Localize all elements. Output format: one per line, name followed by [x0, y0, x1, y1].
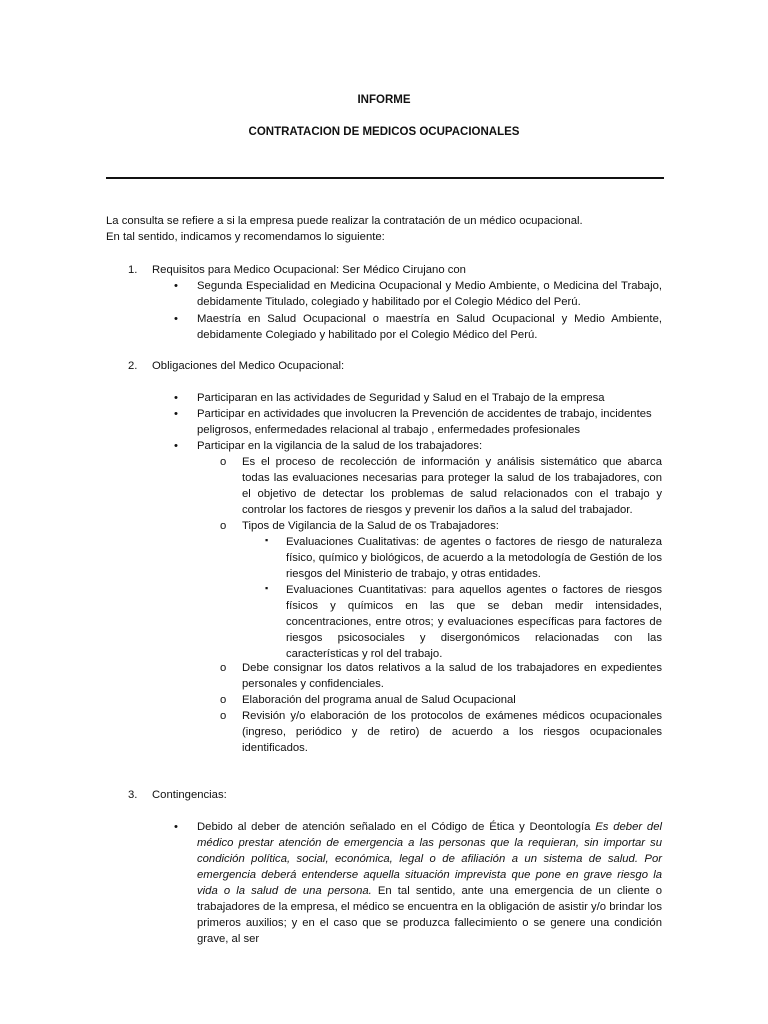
bullet-marker: •: [174, 821, 178, 833]
vigilancia-subitem: Tipos de Vigilancia de la Salud de os Trabajadores:: [242, 520, 499, 532]
circle-marker: o: [220, 520, 227, 532]
intro-paragraph: [106, 213, 666, 245]
document-subtitle: CONTRATACION DE MEDICOS OCUPACIONALES: [248, 126, 520, 138]
square-marker: ▪: [265, 535, 269, 545]
vigilancia-subitem: Elaboración del programa anual de Salud Ocupacional: [242, 694, 516, 706]
circle-marker: o: [220, 710, 227, 722]
section-1-heading: Requisitos para Medico Ocupacional: Ser Médico Cirujano con: [152, 264, 466, 276]
contingencias-text: En tal sentido, ante una emergencia de un cliente o trabajadores de la empresa, el médico se encuentra en la obligación de asistir y/o brindar los primeros auxilios; y en el caso que se produzca fallecimiento o se genere una condición grave, al ser: [197, 885, 663, 945]
document-title: INFORME: [357, 94, 411, 106]
bullet-marker: •: [174, 440, 178, 452]
intro-line: En tal sentido, indicamos y recomendamos lo siguiente:: [106, 231, 385, 243]
circle-marker: o: [220, 662, 227, 674]
section-3-number: 3.: [128, 789, 138, 801]
square-marker: ▪: [265, 583, 269, 593]
contingencias-text: Debido al deber de atención señalado en el Código de Ética y Deontología: [197, 821, 596, 833]
section-1-number: 1.: [128, 264, 138, 276]
section-3-heading: Contingencias:: [152, 789, 227, 801]
circle-marker: o: [220, 456, 227, 468]
vigilancia-subitem: Debe consignar los datos relativos a la salud de los trabajadores en expedientes personales y confidenciales.: [242, 662, 662, 690]
section-1-item: Segunda Especialidad en Medicina Ocupacional y Medio Ambiente, o Medicina del Trabajo, debidamente Titulado, colegiado y habilitado por el Colegio Médico del Perú.: [197, 280, 662, 308]
circle-marker: o: [220, 694, 227, 706]
bullet-marker: •: [174, 408, 178, 420]
section-2-number: 2.: [128, 360, 138, 372]
intro-line: La consulta se refiere a si la empresa puede realizar la contratación de un médico ocupacional.: [106, 215, 583, 227]
vigilancia-subitem: Es el proceso de recolección de información y análisis sistemático que abarca todas las evaluaciones necesarias para proteger la salud de los trabajadores, con el objetivo de detectar los problemas de salud relacionados con el trabajo y controlar los factores de riesgos y prevenir los daños a la salud del trabajador.: [242, 456, 662, 516]
section-2-item: Participar en actividades que involucren la Prevención de accidentes de trabajo, incidentes peligrosos, enfermedades relacional al trabajo , enfermedades profesionales: [197, 408, 652, 436]
ethics-code-quote: Es deber del médico prestar atención de emergencia a las personas que la requieran, sin importar su condición política, social, económica, legal o de afiliación a un sistema de salud. Por emergencia deberá entenderse aquella situación imprevista que pone en grave riesgo la vida o la salud de una persona.: [197, 821, 662, 897]
bullet-marker: •: [174, 313, 178, 325]
vigilancia-type: Evaluaciones Cualitativas: de agentes o factores de riesgo de naturaleza físico, químico y biológicos, de acuerdo a la metodología de Gestión de los riesgos del Ministerio de trabajo, y otras entidades.: [286, 536, 662, 580]
section-1-item: Maestría en Salud Ocupacional o maestría en Salud Ocupacional y Medio Ambiente, debidamente Colegiado y habilitado por el Colegio Médico del Perú.: [197, 313, 662, 341]
section-2-item: Participaran en las actividades de Seguridad y Salud en el Trabajo de la empresa: [197, 392, 605, 404]
bullet-marker: •: [174, 280, 178, 292]
horizontal-rule: [106, 177, 664, 179]
vigilancia-subitem: Revisión y/o elaboración de los protocolos de exámenes médicos ocupacionales (ingreso, periódico y de retiro) de acuerdo a los riesgos ocupacionales identificados.: [242, 710, 662, 754]
contingencias-paragraph: [197, 819, 662, 947]
section-2-item: Participar en la vigilancia de la salud de los trabajadores:: [197, 440, 483, 452]
vigilancia-type: Evaluaciones Cuantitativas: para aquellos agentes o factores de riesgos físicos y químicos en las que se deban medir intensidades, concentraciones, entre otros; y evaluaciones específicas para factores de riesgos psicosociales y disergonómicos relacionadas con las características y rol del trabajo.: [286, 584, 662, 660]
bullet-marker: •: [174, 392, 178, 404]
section-2-heading: Obligaciones del Medico Ocupacional:: [152, 360, 345, 372]
